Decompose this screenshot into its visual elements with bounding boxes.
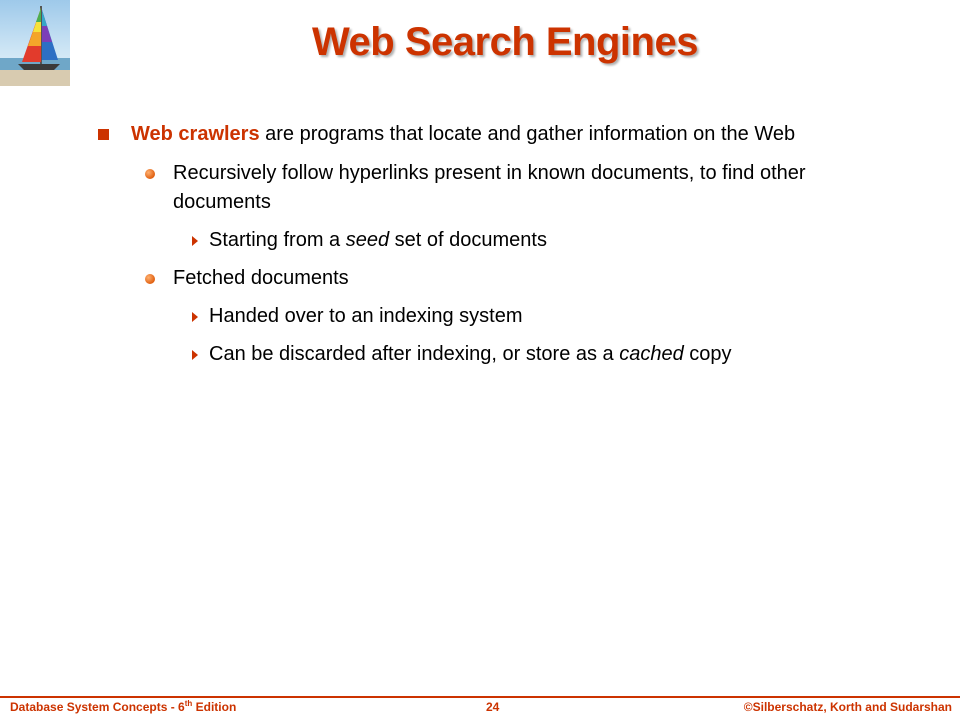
triangle-bullet-icon	[192, 236, 198, 246]
subbullet-fetched-documents	[96, 264, 876, 293]
emphasis-cached: cached	[619, 343, 684, 365]
footer-edition-superscript: th	[184, 699, 193, 708]
bullet-text-pre: Can be discarded after indexing, or store as a	[209, 343, 620, 365]
bullet-text: Fetched documents	[173, 267, 349, 289]
triangle-bullet-icon	[192, 312, 198, 322]
bullet-text: are programs that locate and gather information on the Web	[259, 123, 796, 145]
bullet-text-post: copy	[683, 343, 732, 365]
round-bullet-icon	[145, 274, 155, 284]
footer-book-title	[10, 700, 236, 714]
bullet-text: Handed over to an indexing system	[209, 305, 523, 327]
triangle-bullet-icon	[192, 350, 198, 360]
bullet-web-crawlers	[96, 120, 876, 149]
subsubbullet-seed-set	[96, 226, 876, 255]
square-bullet-icon	[98, 129, 109, 140]
footer-edition-text: Edition	[192, 700, 237, 714]
bullet-text: Recursively follow hyperlinks present in known documents, to find other documents	[173, 162, 806, 213]
slide-content	[96, 120, 876, 378]
subsubbullet-indexing-system	[96, 302, 876, 331]
bullet-text-post: set of documents	[389, 229, 547, 251]
slide-title: Web Search Engines	[312, 20, 698, 64]
footer-page-number: 24	[486, 700, 500, 714]
bullet-text-pre: Starting from a	[209, 229, 346, 251]
footer-book-title-text: Database System Concepts - 6	[10, 700, 185, 714]
round-bullet-icon	[145, 169, 155, 179]
footer-copyright: ©Silberschatz, Korth and Sudarshan	[743, 700, 952, 714]
subsubbullet-cached-copy	[96, 340, 876, 369]
subbullet-recursively-follow	[96, 159, 876, 217]
footer-divider	[0, 696, 960, 698]
emphasis-seed: seed	[345, 229, 390, 251]
term-web-crawlers: Web crawlers	[131, 123, 260, 145]
